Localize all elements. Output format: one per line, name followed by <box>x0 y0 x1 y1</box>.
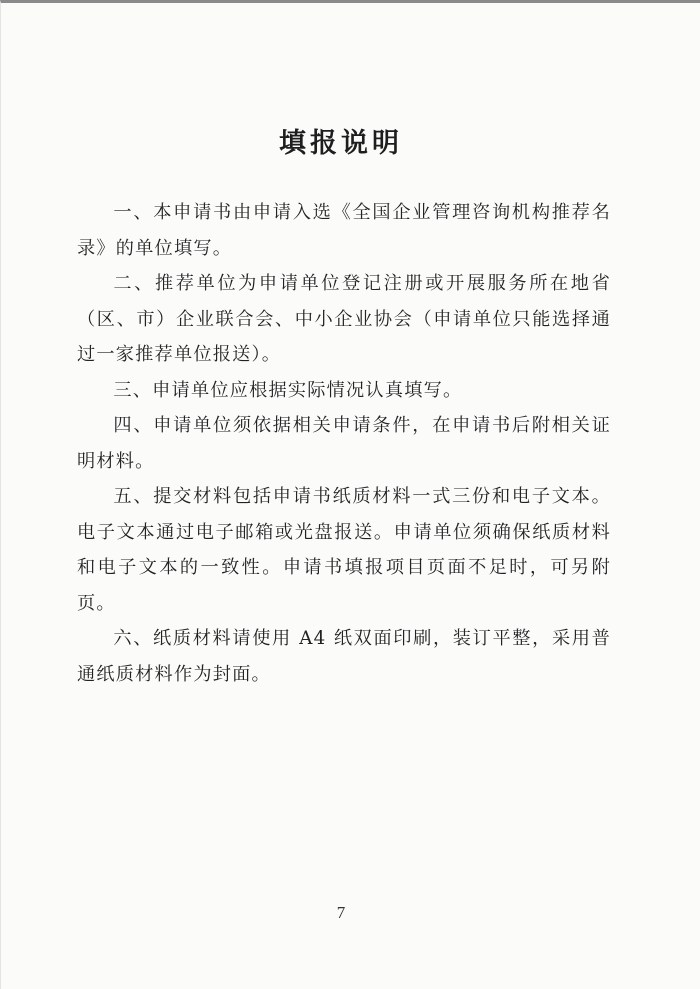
page-number: 7 <box>336 903 346 922</box>
instruction-paragraph-6: 六、纸质材料请使用 A4 纸双面印刷，装订平整，采用普通纸质材料作为封面。 <box>77 628 611 685</box>
instructions-body <box>77 195 611 692</box>
instruction-paragraph-1: 一、本申请书由申请入选《全国企业管理咨询机构推荐名录》的单位填写。 <box>77 202 611 259</box>
page-title: 填报说明 <box>279 128 403 159</box>
instruction-paragraph-2: 二、推荐单位为申请单位登记注册或开展服务所在地省（区、市）企业联合会、中小企业协会（申请单位只能选择通过一家推荐单位报送）。 <box>77 273 611 365</box>
instruction-paragraph-5: 五、提交材料包括申请书纸质材料一式三份和电子文本。电子文本通过电子邮箱或光盘报送。申请单位须确保纸质材料和电子文本的一致性。申请书填报项目页面不足时，可另附页。 <box>77 486 611 614</box>
instruction-paragraph-4: 四、申请单位须依据相关申请条件，在申请书后附相关证明材料。 <box>77 415 611 472</box>
instruction-paragraph-3: 三、申请单位应根据实际情况认真填写。 <box>113 379 463 401</box>
